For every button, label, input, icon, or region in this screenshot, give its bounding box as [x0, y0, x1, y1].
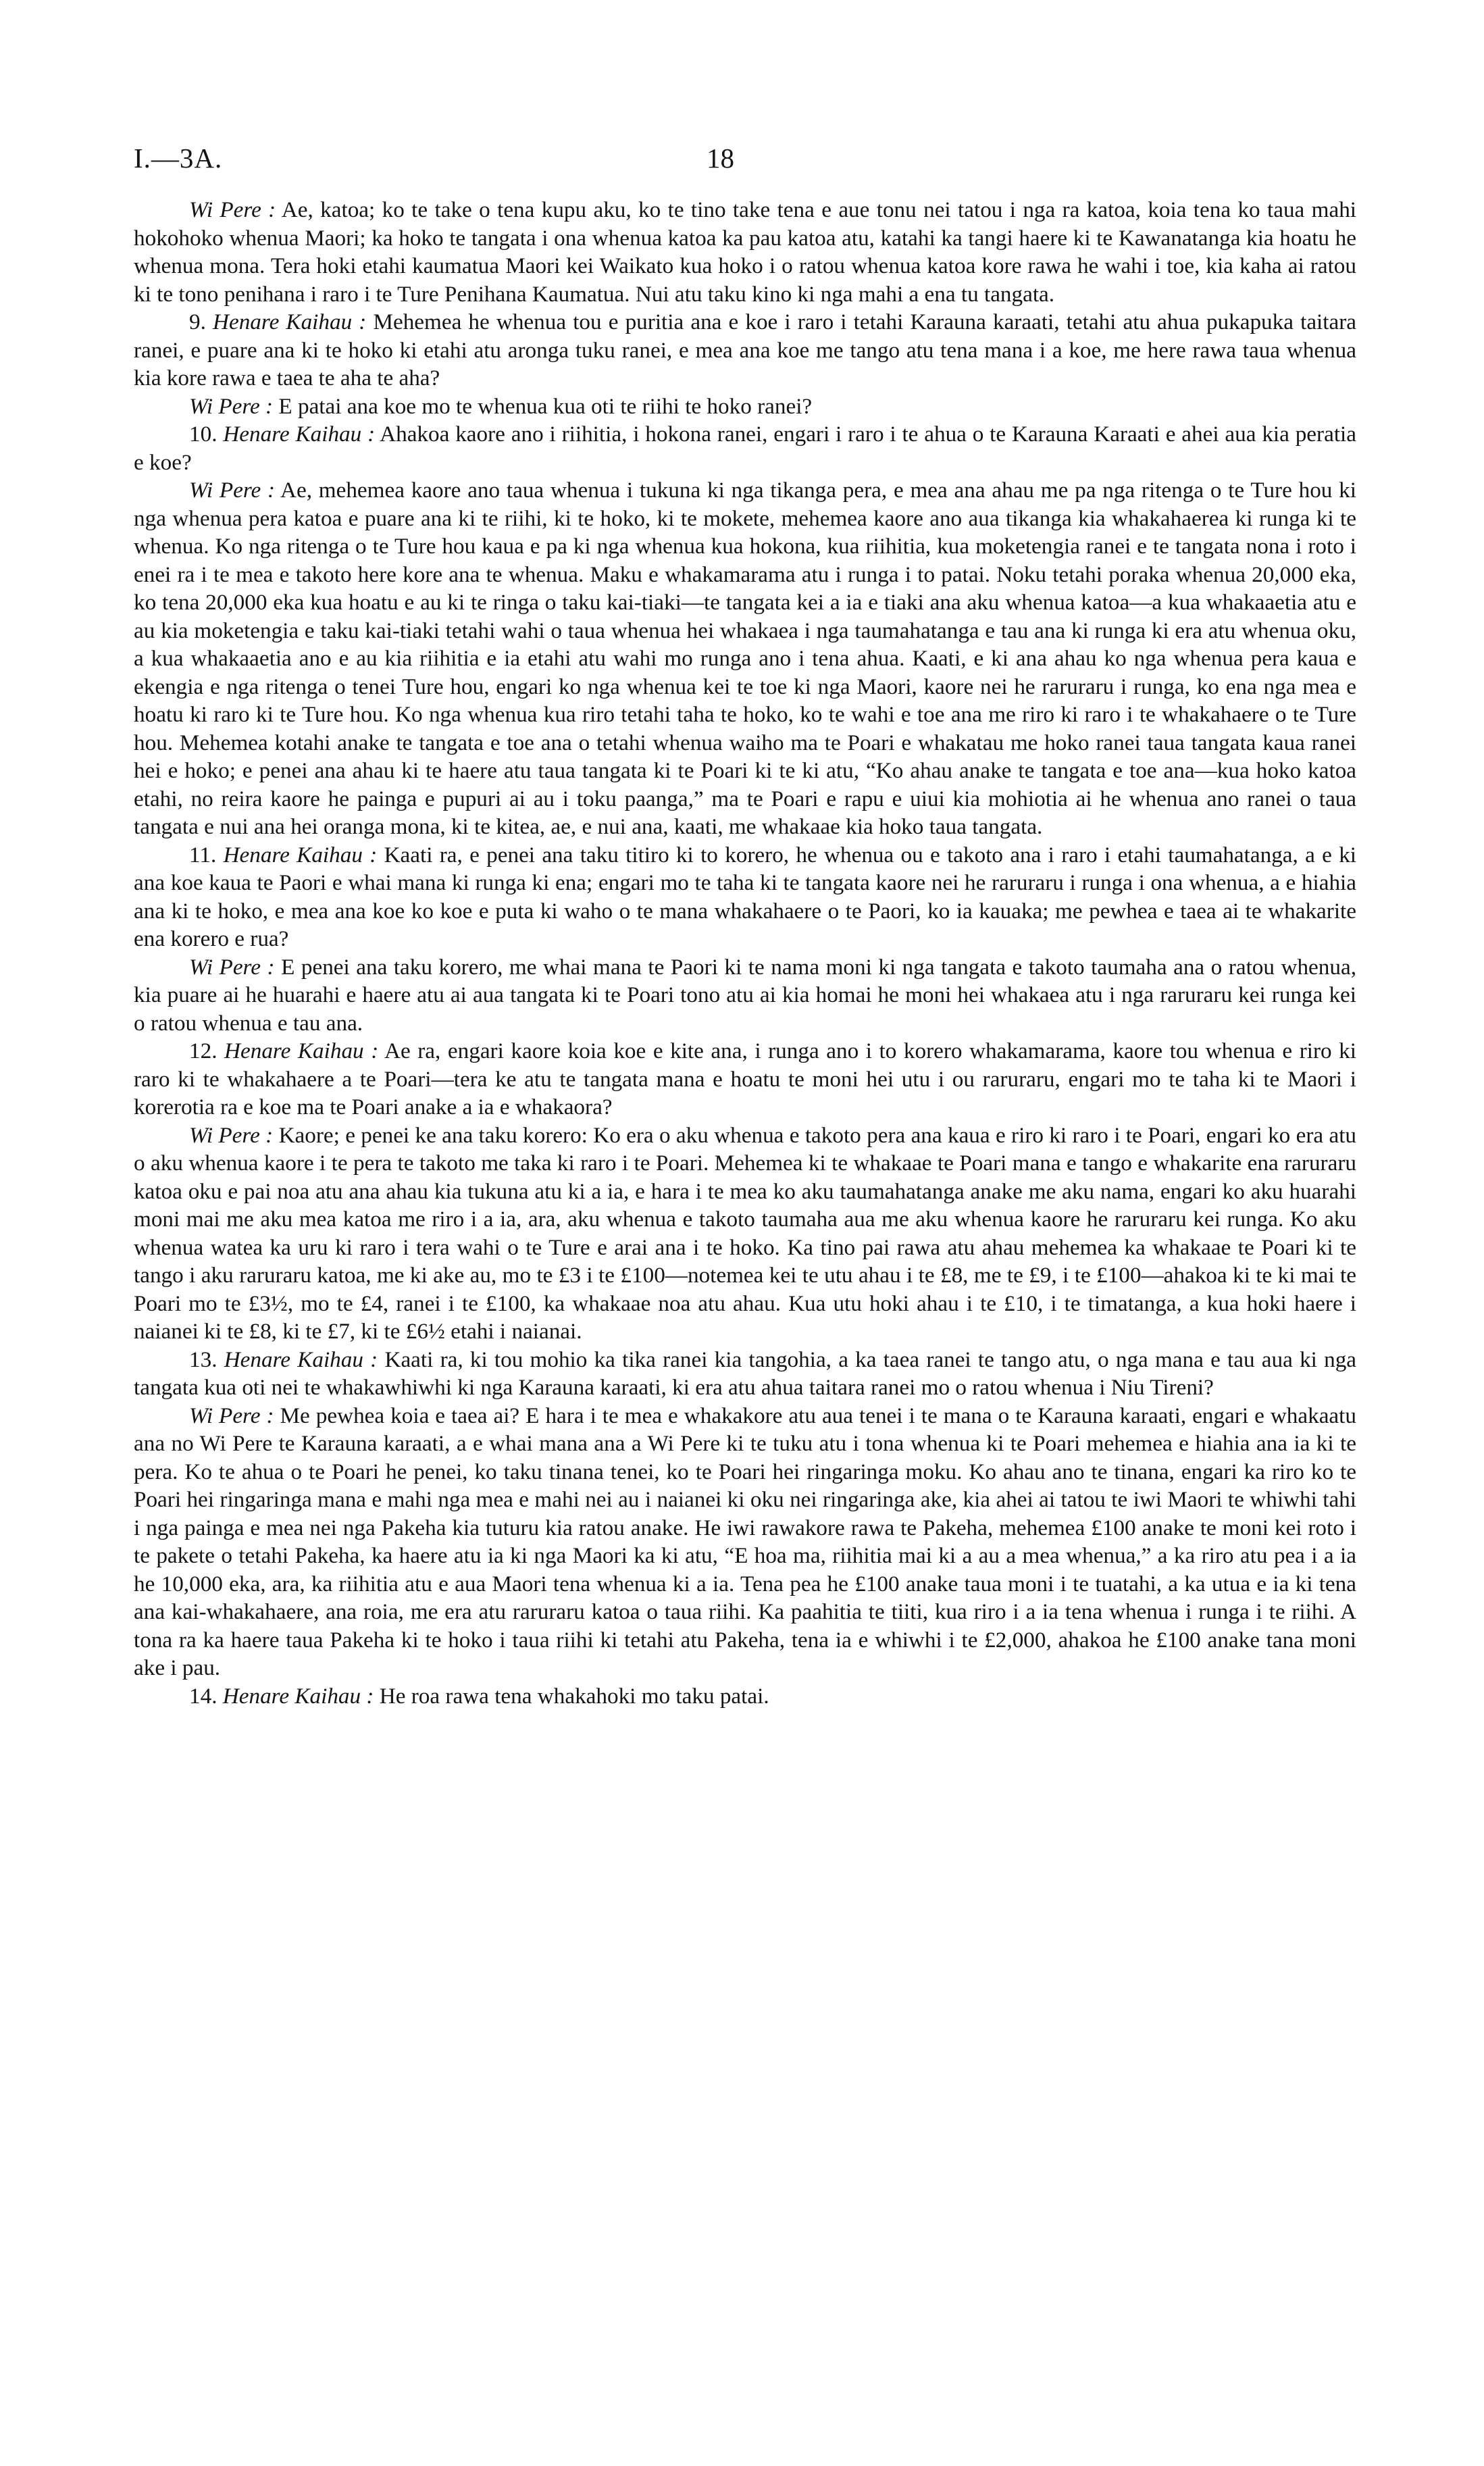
speaker: Wi Pere : — [189, 393, 274, 419]
paragraph-text: Ae, mehemea kaore ano taua whenua i tukuna ki nga tikanga pera, e mea ana ahau me pa nga ritenga o te Ture hou ki nga whenua pera katoa e puare ana ki te riihi, ki te hoko, ki te mokete, mehemea kaore ano aua tikanga kia whakahaerea ki runga ki te whenua. Ko nga ritenga o te Ture hou kaua e pa ki nga whenua kua hokona, kua riihitia, kua moketengia ranei e te tangata nona i roto i enei ra i te mea e takoto here kore ana te whenua. Maku e whakamarama atu i runga i to patai. Noku tetahi poraka whenua 20,000 eka, ko tena 20,000 eka kua hoatu e au ki te ringa o taku kai-tiaki—te tangata kei a ia e tiaki ana aku whenua katoa—a kua whakaaetia atu e au kia moketengia e taku kai-tiaki tetahi wahi o taua whenua hei whakaea i nga taumahatanga e tau ana ki runga ki era atu whenua oku, a kua whakaaetia ano e au kia riihitia e ia etahi atu wahi mo runga ano i tena ahua. Kaati, e ki ana ahau ko nga whenua pera kaua e ekengia e nga ritenga o tenei Ture hou, engari ko nga whenua kei te toe ki nga Maori, kaore nei he raruraru i runga, ko ena nga mea e hoatu ki raro ki te Ture hou. Ko nga whenua kua riro tetahi taha te hoko, ko te wahi e toe ana me riro ki raro i te whakahaere o te Ture hou. Mehemea kotahi anake te tangata e toe ana o tetahi whenua waiho ma te Poari e whakatau me hoko ranei taua tangata kaua ranei hei e hoko; e penei ana ahau ki te haere atu taua tangata ki te Poari ki te ki atu, “Ko ahau anake te tangata e toe ana—kua hoko katoa etahi, no reira kaore he painga e pupuri ai au i toku paanga,” ma te Poari e rapu e uiui kia mohiotia ai he whenua ano ranei o taua tangata e nui ana hei oranga mona, ki te kitea, ae, e nui ana, kaati, me whakaae kia hoko taua tangata. — [134, 478, 1356, 839]
paragraph-text: Me pewhea koia e taea ai? E hara i te mea e whakakore atu aua tenei i te mana o te Karauna karaati, engari e whakaatu ana no Wi Pere te Karauna karaati, a e whai mana ana a Wi Pere ki te tuku atu i tona whenua ki te Poari mehemea e hiahia ana ia ki te pera. Ko te ahua o te Poari he penei, ko taku tinana tenei, ko te Poari hei ringaringa moku. Ko ahau ano te tinana, engari ka riro ko te Poari hei ringaringa mana e mahi nga mea e mahi nei au i naianei ki oku nei ringaringa ake, kia ahei ai tatou te iwi Maori te whiwhi tahi i nga painga e mea nei nga Pakeha kia tuturu kia ratou anake. He iwi rawakore rawa te Pakeha, mehemea £100 anake te moni kei roto i te pakete o tetahi Pakeha, ka haere atu ia ki nga Maori ka ki atu, “E hoa ma, riihitia mai ki a au a mea whenua,” a ka riro atu pea i a ia he 10,000 eka, ara, ka riihitia atu e aua Maori tena whenua ki a ia. Tena pea he £100 anake taua moni i te tuatahi, a ka utua e ia ki tena ana kai-whakahaere, ana roia, me era atu raruraru katoa o taua riihi. Ka paahitia te tiiti, kua riro i a ia tena whenua i runga i te riihi. A tona ra ka haere taua Pakeha ki te hoko i taua riihi ki tetahi atu Pakeha, tena ia e whiwhi i te £2,000, ahakoa he £100 anake tana moni ake i pau. — [134, 1403, 1356, 1680]
paragraph-text: Kaati ra, e penei ana taku titiro ki to korero, he whenua ou e takoto ana i raro i etahi taumahatanga, a e ki ana koe kaua te Paori e whai mana ki runga ki ena; engari mo te taha ki te tangata kaore nei he raruraru i runga i ona whenua, a e hiahia ana ki te hoko, e mea ana koe ko koe e puta ki waho o te mana whakahaere o te Paori, ko ia kauaka; me pewhea e taea ai te whakarite ena korero e rua? — [134, 842, 1357, 951]
paragraph-text: Ae ra, engari kaore koia koe e kite ana, i runga ano i to korero whakamarama, kaore tou whenua e riro ki raro ki te whakahaere a te Poari—tera ke atu te tangata mana e hoatu te moni hei utu i ou raruraru, engari mo te taha ki te Maori i korerotia ra e koe ma te Poari anake a ia e whakaora? — [134, 1038, 1356, 1119]
document-reference: I.—3A. — [134, 143, 223, 174]
question-number: 10. — [189, 422, 218, 447]
paragraph-text: Ae, katoa; ko te take o tena kupu aku, ko te tino take tena e aue tonu nei tatou i nga ra katoa, koia tena ko taua mahi hokohoko whenua Maori; ka hoko te tangata i ona whenua katoa ka pau katoa atu, katahi ka tangi haere ki te Kawanatanga kia hoatu he whenua mona. Tera hoki etahi kaumatua Maori kei Waikato kua hoko i o ratou whenua katoa kore rawa he wahi i toe, kia kaha ai ratou ki te tono penihana i raro i te Ture Penihana Kaumatua. Nui atu taku kino ki nga mahi a ena tu tangata. — [134, 197, 1357, 307]
paragraph-text: He roa rawa tena whakahoki mo taku patai. — [379, 1683, 769, 1709]
speaker: Henare Kaihau : — [222, 1683, 374, 1709]
paragraph — [134, 196, 1356, 308]
paragraph — [134, 1682, 1356, 1711]
paragraph-text: E penei ana taku korero, me whai mana te Paori ki te nama moni ki nga tangata e takoto taumaha ana o ratou whenua, kia puare ai he huarahi e haere atu ai aua tangata ki te Poari tono atu ai kia homai he moni hei whakaea atu i nga raruraru kei runga kei o ratou whenua e tau ana. — [134, 954, 1356, 1036]
speaker: Henare Kaihau : — [213, 309, 367, 334]
speaker: Wi Pere : — [189, 1403, 274, 1428]
paragraph-text: E patai ana koe mo te whenua kua oti te riihi te hoko ranei? — [278, 393, 813, 419]
speaker: Wi Pere : — [189, 478, 276, 503]
paragraph-text: Kaore; e penei ke ana taku korero: Ko era o aku whenua e takoto pera ana kaua e riro ki raro i te Poari, engari ko era atu o aku whenua kaore i te pera te takoto me taka ki raro i te Poari. Mehemea ki te whakaae te Poari mana e tango e whakarite ena raruraru katoa oku e pai noa atu ana ahau kia tukuna atu ki a ia, e hara i te mea ko aku taumahatanga anake me aku nama, engari ko aku huarahi moni mai me aku mea katoa me riro i a ia, ara, aku whenua e takoto taumaha aua me aku whenua kaore he raruraru kei runga. Ko aku whenua watea ka uru ki raro i tera wahi o te Ture e arai ana i te hoko. Ka tino pai rawa atu ahau mehemea ka whakaae te Poari ki te tango i aku raruraru katoa, me ki ake au, mo te £3 i te £100—notemea kei te utu ahau i te £8, me te £9, i te £100—ahakoa ki te ki mai te Poari mo te £3½, mo te £4, ranei i te £100, ka whakaae noa atu ahau. Kua utu hoki ahau i te £10, i te timatanga, a kua hoki haere i naianei ki te £8, ki te £7, ki te £6½ etahi i naianai. — [134, 1122, 1357, 1344]
speaker: Wi Pere : — [189, 1122, 274, 1148]
speaker: Henare Kaihau : — [224, 1347, 378, 1372]
speaker: Henare Kaihau : — [223, 842, 378, 867]
paragraph — [134, 393, 1356, 421]
speaker: Henare Kaihau : — [224, 1038, 379, 1063]
paragraph — [134, 953, 1356, 1038]
speaker: Wi Pere : — [189, 954, 275, 980]
paragraph — [134, 420, 1356, 476]
speaker: Wi Pere : — [189, 197, 276, 222]
question-number: 13. — [189, 1347, 218, 1372]
speaker: Henare Kaihau : — [223, 422, 376, 447]
paragraph — [134, 1402, 1356, 1682]
paragraph — [134, 1122, 1356, 1346]
paragraph-text: Mehemea he whenua tou e puritia ana e koe i raro i tetahi Karauna karaati, tetahi atu ahua pukapuka taitara ranei, e puare ana ki te hoko ki etahi atu aronga tuku ranei, e mea ana koe me tango atu tena mana i a koe, me here rawa taua whenua kia kore rawa e taea te aha te aha? — [134, 309, 1356, 391]
paragraph — [134, 308, 1356, 393]
body-text — [134, 196, 1356, 1710]
paragraph — [134, 476, 1356, 841]
question-number: 12. — [189, 1038, 218, 1063]
page-number: 18 — [707, 143, 734, 174]
paragraph — [134, 1037, 1356, 1122]
question-number: 14. — [189, 1683, 218, 1709]
paragraph-text: Kaati ra, ki tou mohio ka tika ranei kia tangohia, a ka taea ranei te tango atu, o nga mana e tau aua ki nga tangata kua oti nei te whakawhiwhi ki nga Karauna karaati, ki era atu ahua taitara ranei mo o ratou whenua i Niu Tireni? — [134, 1347, 1357, 1400]
paragraph-text: Ahakoa kaore ano i riihitia, i hokona ranei, engari i raro i te ahua o te Karauna Karaati e ahei aua kia peratia e koe? — [134, 422, 1356, 475]
question-number: 9. — [189, 309, 206, 334]
question-number: 11. — [189, 842, 217, 867]
paragraph — [134, 841, 1356, 953]
paragraph — [134, 1346, 1356, 1402]
page-header — [134, 142, 1403, 182]
